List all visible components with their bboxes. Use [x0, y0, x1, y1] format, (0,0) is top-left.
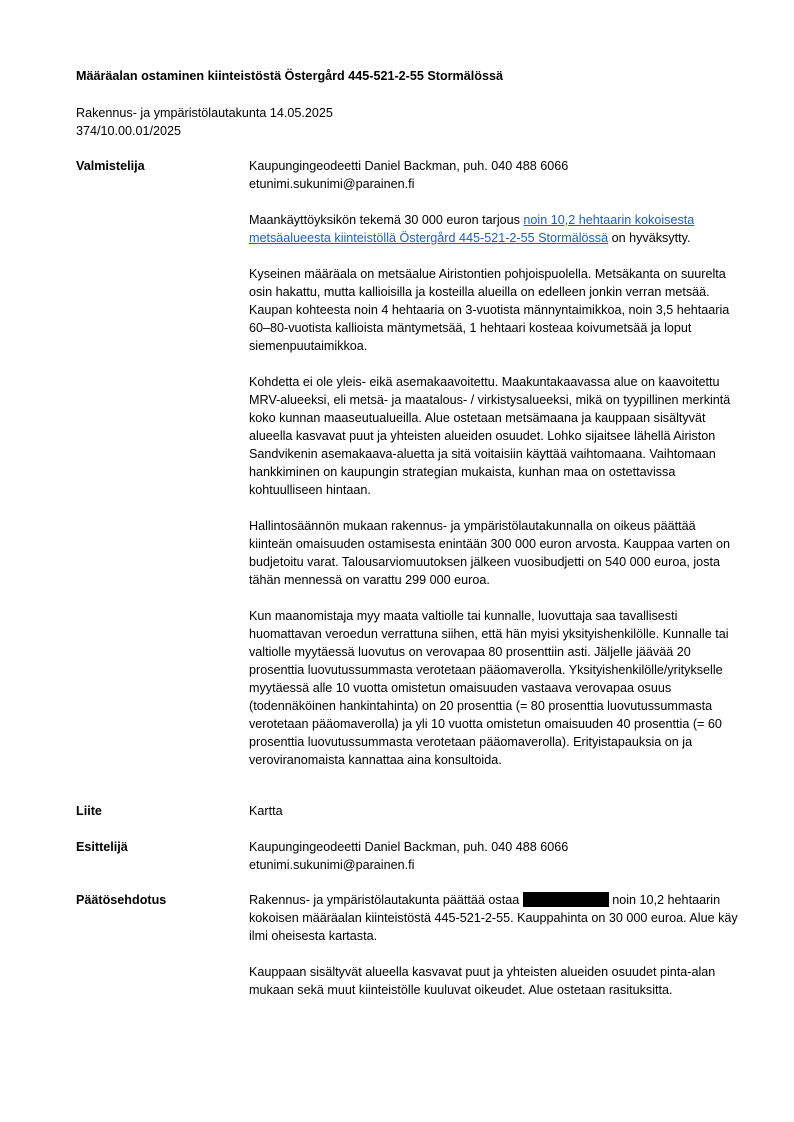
section-content-paatosehdotus: [249, 891, 739, 999]
meeting-meta: [76, 104, 333, 140]
zoning-paragraph: Kohdetta ei ole yleis- eikä asemakaavoitettu. Maakuntakaavassa alue on kaavoitettu MRV-alueeksi, eli metsä- ja maatalous- / virkistysalueeksi, mikä on tyypillinen merkintä koko kunnan maaseutualueilla. Alue ostetaan metsämaana ja kauppaan sisältyvät alueella kasvavat puut ja yhteisten alueiden osuudet. Lohko sijaitsee lähellä Airiston Sandvikenin asemakaava-aluetta ja sitä voitaisiin käyttää vaihtomaana. Vaihtomaan hankkiminen on kaupungin strategian mukaista, kunhan maa on ostettavissa kohtuulliseen hintaan.: [249, 375, 731, 497]
section-label-paatosehdotus: Päätösehdotus: [76, 893, 167, 907]
section-content-valmistelija: [249, 157, 739, 769]
document-title: Määräalan ostaminen kiinteistöstä Östergård 445-521-2-55 Stormälössä: [76, 69, 503, 83]
offer-text-pre: Maankäyttöyksikön tekemä 30 000 euron tarjous: [249, 213, 524, 227]
preparer-email: etunimi.sukunimi@parainen.fi: [249, 177, 415, 191]
proposal-text-post: noin 10,2 hehtaarin kokoisen määräalan kiinteistöstä 445-521-2-55. Kauppahinta on 30 000 euroa. Alue käy ilmi oheisesta kartasta.: [249, 893, 738, 943]
presenter-name-line: Kaupungingeodeetti Daniel Backman, puh. 040 488 6066: [249, 840, 569, 854]
terms-paragraph: Kauppaan sisältyvät alueella kasvavat puut ja yhteisten alueiden osuudet pinta-alan mukaan sekä muut kiinteistölle kuuluvat oikeudet. Alue ostetaan rasituksitta.: [249, 965, 716, 997]
offer-text-post: on hyväksytty.: [608, 231, 691, 245]
offer-paragraph: [249, 211, 739, 247]
section-label-valmistelija: Valmistelija: [76, 159, 145, 173]
offer-link[interactable]: noin 10,2 hehtaarin kokoisesta metsäalueesta kiinteistöllä Östergård 445-521-2-55 Stormälössä: [249, 213, 695, 245]
section-label-liite: Liite: [76, 804, 102, 818]
presenter-email: etunimi.sukunimi@parainen.fi: [249, 858, 415, 872]
proposal-text-pre: Rakennus- ja ympäristölautakunta päättää ostaa: [249, 893, 523, 907]
area-description-paragraph: Kyseinen määräala on metsäalue Airistontien pohjoispuolella. Metsäkanta on suurelta osin hakattu, mutta kallioisilla ja kosteilla alueilla on edelleen jonkin verran metsää. Kaupan kohteesta noin 4 hehtaaria on 3-vuotista männyntaimikkoa, noin 3,5 hehtaaria 60–80-vuotista kallioista mäntymetsää, 1 hehtaari kosteaa koivumetsää ja loput siemenpuutaimikkoa.: [249, 267, 730, 353]
case-number: 374/10.00.01/2025: [76, 124, 182, 138]
preparer-contact: [249, 157, 739, 193]
committee-date: Rakennus- ja ympäristölautakunta 14.05.2025: [76, 106, 333, 120]
preparer-name-line: Kaupungingeodeetti Daniel Backman, puh. 040 488 6066: [249, 159, 569, 173]
attachment-value: Kartta: [249, 804, 283, 818]
budget-paragraph: Hallintosäännön mukaan rakennus- ja ympäristölautakunnalla on oikeus päättää kiinteän omaisuuden ostamisesta enintään 300 000 euron arvosta. Kauppaa varten on budjetoitu varat. Talousarviomuutoksen jälkeen vuosibudjetti on 540 000 euroa, josta tähän mennessä on varattu 299 000 euroa.: [249, 519, 730, 587]
section-label-esittelija: Esittelijä: [76, 840, 128, 854]
redaction-box: [523, 892, 609, 907]
tax-paragraph: Kun maanomistaja myy maata valtiolle tai kunnalle, luovuttaja saa tavallisesti huomattavan veroedun verrattuna siihen, että hän myisi yksityishenkilölle. Kunnalle tai valtiolle myytäessä luovutus on verovapaa 80 prosenttiin asti. Jäljelle jäävää 20 prosenttia luovutussummasta verotetaan pääomaverolla. Yksityishenkilölle/yritykselle myytäessä alle 10 vuotta omistetun omaisuuden vastaava verovapaa osuus (todennäköinen hankintahinta) on 20 prosenttia (= 80 prosenttia luovutussummasta verotetaan pääomaverolla) ja yli 10 vuotta omistetun omaisuuden 40 prosenttia (= 60 prosenttia luovutussummasta verotetaan pääomaverolla). Erityistapauksia on ja veroviranomaista kannattaa aina konsultoida.: [249, 609, 729, 767]
proposal-paragraph: [249, 891, 739, 945]
section-content-esittelija: [249, 838, 739, 874]
presenter-contact: [249, 838, 739, 874]
